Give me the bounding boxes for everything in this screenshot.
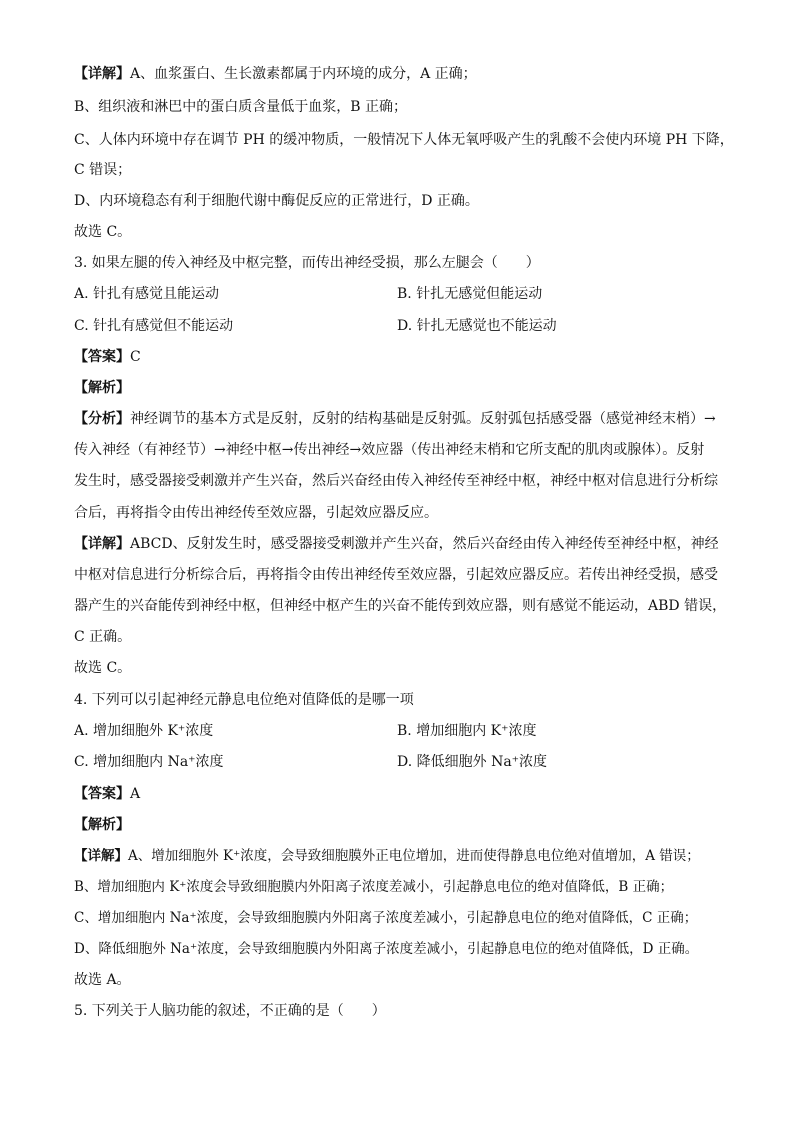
q3-analysis-line-3: 发生时，感受器接受刺激并产生兴奋，然后兴奋经由传入神经传至神经中枢，神经中枢对信息进行分析综 <box>74 473 718 489</box>
q3-option-b: B. 针扎无感觉但能运动 <box>397 286 543 302</box>
q4-analysis-tag: 【解析】 <box>74 817 130 833</box>
q2-detail-b: B、组织液和淋巴中的蛋白质含量低于血浆，B 正确； <box>74 99 408 115</box>
q3-detail-line-2: 中枢对信息进行分析综合后，再将指令由传出神经传至效应器，引起效应器反应。若传出神经受损，感受 <box>74 567 718 583</box>
detail-tag: 【详解】 <box>74 66 130 82</box>
q3-analysis-tag: 【解析】 <box>74 380 130 396</box>
q3-option-c: C. 针扎有感觉但不能运动 <box>74 318 234 334</box>
q3-stem: 3. 如果左腿的传入神经及中枢完整，而传出神经受损，那么左腿会（ ） <box>74 255 540 271</box>
q3-option-d: D. 针扎无感觉也不能运动 <box>397 318 557 334</box>
q4-detail-d: D、降低细胞外 Na⁺浓度，会导致细胞膜内外阳离子浓度差减小，引起静息电位的绝对值降低，D 正确。 <box>74 941 699 957</box>
q4-option-d: D. 降低细胞外 Na⁺浓度 <box>397 754 548 770</box>
q4-stem: 4. 下列可以引起神经元静息电位绝对值降低的是哪一项 <box>74 692 414 708</box>
q4-choose: 故选 A。 <box>74 972 131 988</box>
q4-detail-a: 【详解】A、增加细胞外 K⁺浓度，会导致细胞膜外正电位增加，进而使得静息电位绝对值增加，A 错误； <box>74 848 700 864</box>
q4-option-c: C. 增加细胞内 Na⁺浓度 <box>74 754 224 770</box>
q3-analysis-line-1: 【分析】神经调节的基本方式是反射，反射的结构基础是反射弧。反射弧包括感受器（感觉神经末梢）→ <box>74 411 716 427</box>
q3-answer: 【答案】C <box>74 349 141 365</box>
q4-option-b: B. 增加细胞内 K⁺浓度 <box>397 723 537 739</box>
q2-choose: 故选 C。 <box>74 224 132 240</box>
q3-option-a: A. 针扎有感觉且能运动 <box>74 286 220 302</box>
q3-detail-line-4: C 正确。 <box>74 629 132 645</box>
q4-detail-c: C、增加细胞内 Na⁺浓度，会导致细胞膜内外阳离子浓度差减小，引起静息电位的绝对值降低，C 正确； <box>74 910 698 926</box>
q3-detail-line-3: 器产生的兴奋能传到神经中枢，但神经中枢产生的兴奋不能传到效应器，则有感觉不能运动，ABD 错误， <box>74 598 727 614</box>
q5-stem: 5. 下列关于人脑功能的叙述，不正确的是（ ） <box>74 1003 386 1019</box>
q2-detail-c-line1: C、人体内环境中存在调节 PH 的缓冲物质，一般情况下人体无氧呼吸产生的乳酸不会使内环境 PH 下降， <box>74 132 734 148</box>
q4-answer: 【答案】A <box>74 786 141 802</box>
q2-detail-a: 【详解】A、血浆蛋白、生长激素都属于内环境的成分，A 正确； <box>74 66 477 82</box>
q3-analysis-line-2: 传入神经（有神经节）→神经中枢→传出神经→效应器（传出神经末梢和它所支配的肌肉或腺体）。反射 <box>74 442 705 458</box>
q2-detail-c-line2: C 错误； <box>74 162 132 178</box>
q3-detail-line-1: 【详解】ABCD、反射发生时，感受器接受刺激并产生兴奋，然后兴奋经由传入神经传至神经中枢，神经 <box>74 536 719 552</box>
q3-analysis-line-4: 合后，再将指令由传出神经传至效应器，引起效应器反应。 <box>74 505 438 521</box>
q4-detail-b: B、增加细胞内 K⁺浓度会导致细胞膜内外阳离子浓度差减小，引起静息电位的绝对值降低，B 正确； <box>74 879 674 895</box>
q4-option-a: A. 增加细胞外 K⁺浓度 <box>74 723 214 739</box>
q2-detail-d: D、内环境稳态有利于细胞代谢中酶促反应的正常进行，D 正确。 <box>74 193 479 209</box>
q3-choose: 故选 C。 <box>74 660 132 676</box>
